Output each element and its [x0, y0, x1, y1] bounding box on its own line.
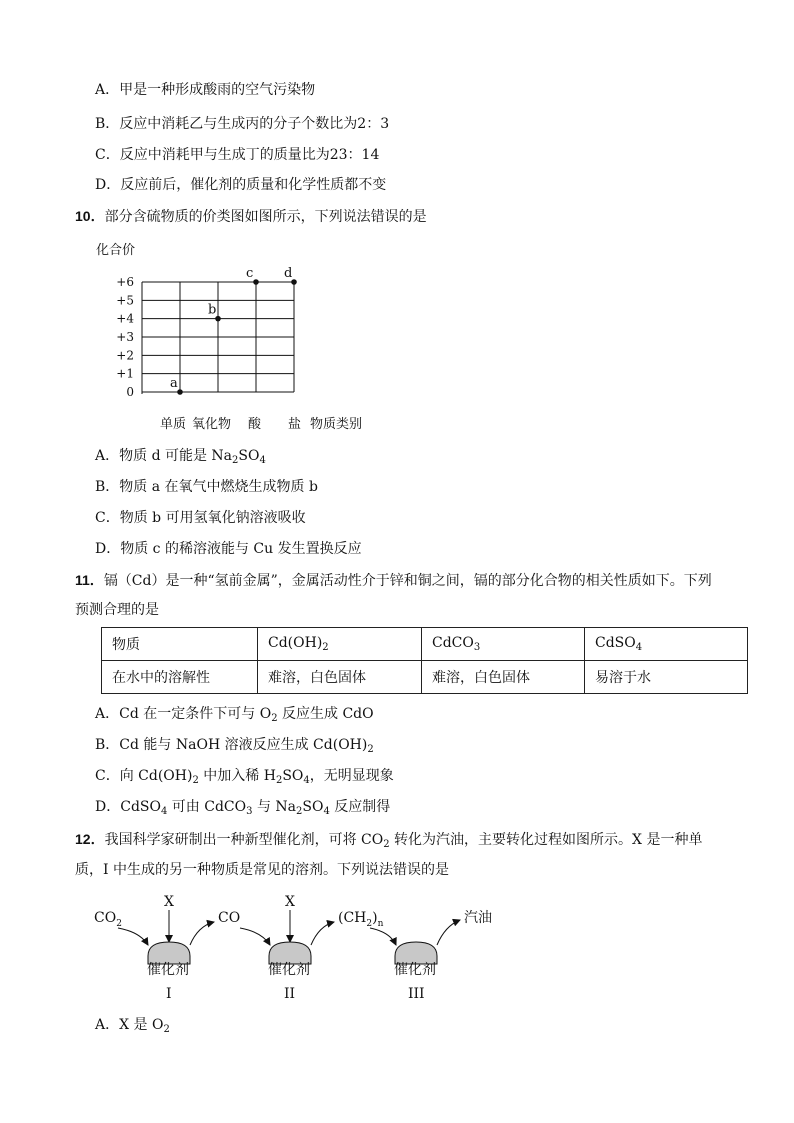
chart-category-label: 盐	[288, 417, 302, 432]
stage-i-reagent: X	[164, 894, 174, 910]
table-cell: 难溶，白色固体	[422, 661, 585, 694]
q11-stem-line2: 预测合理的是	[75, 602, 159, 618]
stage-iii-numeral: III	[408, 986, 425, 1002]
chart-point-label: a	[170, 376, 178, 391]
chart-point-label: d	[284, 266, 293, 281]
chart-y-tick-label: +4	[116, 311, 134, 326]
q9-option-b: B．反应中消耗乙与生成丙的分子个数比为2：3	[95, 116, 390, 132]
chart-point-label: b	[208, 302, 217, 318]
stage-ii-numeral: II	[284, 986, 296, 1002]
chart-category-label: 酸	[248, 417, 262, 432]
stage-i-catalyst-label: 催化剂	[147, 962, 189, 978]
chart-y-tick-label: +5	[116, 293, 134, 308]
q12-stem-line1: 12．我国科学家研制出一种新型催化剂，可将 $CO_2$ 转化为汽油，主要转化过程如图所示。X 是一种单	[75, 831, 703, 850]
stage-i-curve-in	[118, 928, 148, 945]
table-row	[102, 628, 748, 661]
q12-option-a: A．X 是 $O_2$	[95, 1017, 170, 1035]
table-cell: 易溶于水	[585, 661, 748, 694]
q11-stem-line1: 11．镉（Cd）是一种“氢前金属”，金属活动性介于锌和铜之间，镉的部分化合物的相关性质如下。下列	[75, 572, 712, 589]
q10-option-d: D．物质 c 的稀溶液能与 Cu 发生置换反应	[95, 541, 362, 557]
diagram-mid-co: CO	[218, 910, 241, 926]
q11-properties-table	[101, 627, 748, 694]
q10-stem: 10．部分含硫物质的价类图如图所示，下列说法错误的是	[75, 208, 427, 225]
stage-ii-curve-in	[240, 928, 270, 945]
stage-ii-catalyst-label: 催化剂	[268, 962, 310, 978]
q11-number: 11．	[75, 572, 104, 588]
diagram-end-gasoline: 汽油	[464, 910, 492, 926]
chart-ylabel: 化合价	[96, 243, 136, 258]
chart-category-label: 氧化物	[192, 417, 232, 432]
q10-valence-chart	[90, 236, 380, 436]
chart-point-label: c	[246, 266, 254, 281]
q12-number: 12．	[75, 831, 105, 847]
chart-y-tick-label: +6	[116, 275, 134, 289]
chart-point	[177, 389, 183, 395]
q11-option-c: C．向 $Cd(OH)_2$ 中加入稀 $H_2SO_4$，无明显现象	[95, 768, 394, 786]
diagram-mid-ch2n: $(CH_2)_n$	[338, 910, 384, 929]
diagram-start-co2: $CO_2$	[94, 910, 122, 929]
q9-option-c: C．反应中消耗甲与生成丁的质量比为23：14	[95, 147, 380, 163]
chart-y-tick-label: +3	[116, 330, 134, 344]
chart-y-tick-label: +1	[116, 366, 134, 381]
q12-process-diagram	[88, 890, 508, 1005]
stage-i-numeral: I	[166, 986, 172, 1002]
stage-iii-curve-in	[370, 928, 396, 945]
q10-option-a: A．物质 d 可能是 $Na_2SO_4$	[95, 448, 266, 466]
table-cell: CdCO$_3$	[422, 628, 585, 661]
table-cell: 物质	[102, 628, 258, 661]
table-cell: $Cd(OH)_2$	[258, 628, 422, 661]
chart-category-label: 单质	[160, 417, 187, 432]
q12-stem-line2: 质，I 中生成的另一种物质是常见的溶剂。下列说法错误的是	[75, 862, 449, 878]
stage-iii-catalyst-label: 催化剂	[394, 962, 436, 978]
stage-ii-reagent: X	[285, 894, 295, 910]
q10-number: 10．	[75, 208, 105, 224]
table-row	[102, 661, 748, 694]
q11-option-a: A．Cd 在一定条件下可与 $O_2$ 反应生成 CdO	[95, 706, 374, 724]
q9-option-d: D．反应前后，催化剂的质量和化学性质都不变	[95, 177, 387, 193]
table-cell: 难溶，白色固体	[258, 661, 422, 694]
chart-y-tick-label: +2	[116, 348, 134, 363]
chart-xlabel: 物质类别	[310, 417, 363, 432]
q10-option-c: C．物质 b 可用氢氧化钠溶液吸收	[95, 510, 306, 526]
chart-point	[253, 279, 259, 285]
chart-y-tick-label: 0	[126, 385, 134, 399]
stage-iii-curve-out	[437, 920, 460, 945]
table-cell: 在水中的溶解性	[102, 661, 258, 694]
stage-ii-catalyst-shape	[269, 942, 311, 964]
table-cell: CdSO$_4$	[585, 628, 748, 661]
stage-ii-curve-out	[311, 922, 334, 945]
stage-i-catalyst-shape	[148, 942, 190, 964]
q11-option-b: B．Cd 能与 NaOH 溶液反应生成 $Cd(OH)_2$	[95, 737, 374, 755]
q11-option-d: D．CdSO$_4$ 可由 CdCO$_3$ 与 $Na_2SO_4$ 反应制得	[95, 799, 391, 817]
stage-iii-catalyst-shape	[395, 942, 437, 964]
q9-option-a: A．甲是一种形成酸雨的空气污染物	[95, 82, 316, 98]
stage-i-curve-out	[190, 922, 214, 945]
q10-option-b: B．物质 a 在氧气中燃烧生成物质 b	[95, 479, 318, 495]
